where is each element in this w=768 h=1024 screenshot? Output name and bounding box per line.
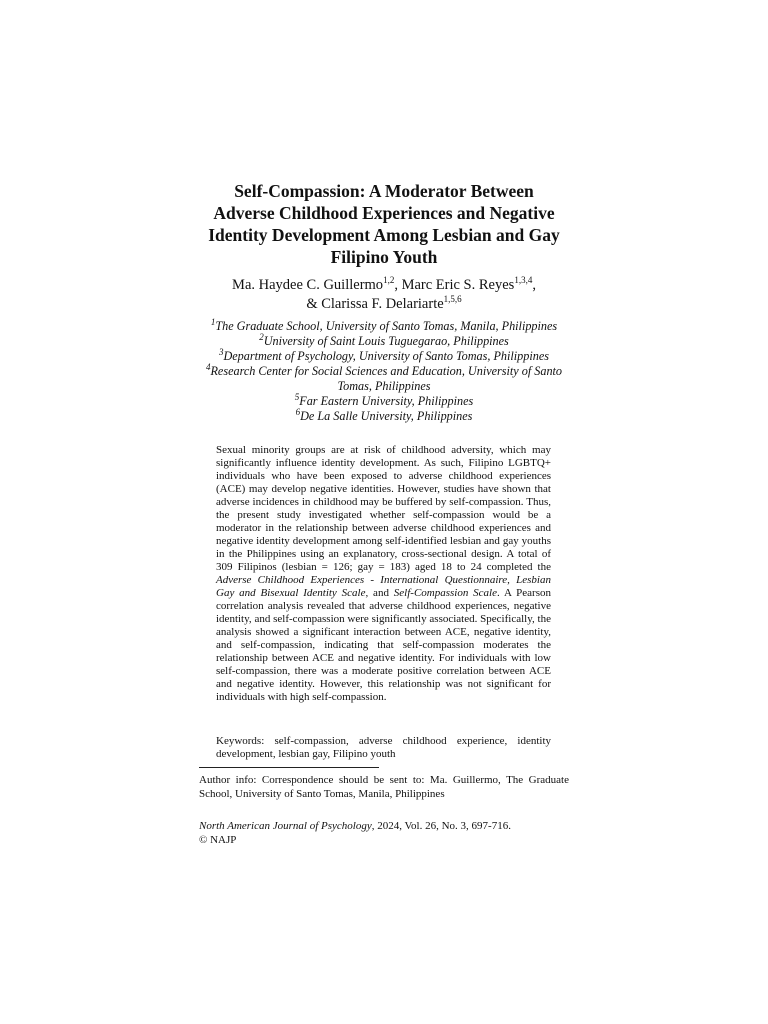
- author-info: Author info: Correspondence should be sent to: Ma. Guillermo, The Graduate School, University of Santo Tomas, Manila, Philippines: [199, 774, 569, 800]
- author-line-2: [199, 295, 569, 314]
- author-name: Marc Eric S. Reyes: [401, 277, 515, 293]
- author-separator: ,: [532, 277, 536, 293]
- affiliation-item: [199, 331, 569, 349]
- affiliation-text: University of Saint Louis Tuguegarao, Philippines: [263, 334, 509, 348]
- affiliation-item: [199, 361, 569, 394]
- abstract-text: Sexual minority groups are at risk of childhood adversity, which may significantly influence identity development. As such, Filipino LGBTQ+ individuals who have been exposed to adverse childhood experiences (ACE) may develop negative identities. However, studies have shown that adverse incidences in childhood may be buffered by self-compassion. Thus, the present study investigated whether self-compassion would be a moderator in the relationship between adverse childhood experiences and negative identity development among self-identified lesbian and gay youths in the Philippines using an explanatory, cross-sectional design. A total of 309 Filipinos (lesbian = 126; gay = 183) aged 18 to 24 completed the: [216, 444, 551, 573]
- affiliation-list: [199, 316, 569, 424]
- affiliation-text: Research Center for Social Sciences and Education, University of Santo Tomas, Philippines: [210, 364, 563, 393]
- journal-line: [199, 819, 569, 833]
- author-list: [199, 276, 569, 314]
- affiliation-item: [199, 346, 569, 364]
- author-name: & Clarissa F. Delariarte: [306, 296, 444, 312]
- abstract-instrument-names: Adverse Childhood Experiences - International Questionnaire, Lesbian Gay and Bisexual Identity Scale,: [216, 574, 551, 599]
- affiliation-item: [199, 316, 569, 334]
- journal-copyright: © NAJP: [199, 834, 237, 846]
- affiliation-marker: 5: [294, 391, 300, 402]
- affiliation-marker: 4: [205, 361, 211, 372]
- affiliation-item: [199, 406, 569, 424]
- author-line-1: [199, 276, 569, 295]
- affiliation-text: Far Eastern University, Philippines: [299, 394, 474, 408]
- paper-page: [199, 180, 569, 847]
- paper-title: Self-Compassion: A Moderator Between Adverse Childhood Experiences and Negative Identity Development Among Lesbian and Gay Filipino Youth: [208, 181, 560, 267]
- author-separator: ,: [394, 277, 402, 293]
- author-name: Ma. Haydee C. Guillermo: [232, 277, 384, 293]
- affiliation-text: Department of Psychology, University of Santo Tomas, Philippines: [223, 349, 550, 363]
- affiliation-marker: 6: [295, 406, 301, 417]
- affiliation-marker: 3: [218, 346, 224, 357]
- affiliation-text: The Graduate School, University of Santo Tomas, Manila, Philippines: [215, 319, 558, 333]
- affiliation-marker: 2: [259, 331, 264, 342]
- abstract-instrument-name: Self-Compassion Scale: [393, 587, 497, 599]
- footnote-divider: [199, 767, 379, 768]
- abstract: [216, 444, 551, 704]
- author-affiliation-marker: 1,2: [383, 275, 395, 286]
- abstract-text: . A Pearson correlation analysis revealed that adverse childhood experiences, negative identity, and self-compassion were significantly associated. Specifically, the analysis showed a significant interaction between ACE, negative identity, and self-compassion, indicating that self-compassion moderates the relationship between ACE and negative identity. For individuals with low self-compassion, there was a moderate positive correlation between ACE and negative identity. However, this relationship was not significant for individuals with high self-compassion.: [216, 587, 551, 703]
- keywords: Keywords: self-compassion, adverse childhood experience, identity development, lesbian gay, Filipino youth: [216, 735, 551, 760]
- affiliation-item: [199, 391, 569, 409]
- affiliation-marker: 1: [210, 316, 216, 327]
- author-affiliation-marker: 1,5,6: [443, 294, 462, 305]
- author-affiliation-marker: 1,3,4: [514, 275, 533, 286]
- affiliation-text: De La Salle University, Philippines: [300, 409, 473, 423]
- journal-details: , 2024, Vol. 26, No. 3, 697-716.: [371, 820, 511, 832]
- abstract-text: and: [368, 587, 394, 599]
- journal-citation: [199, 819, 569, 847]
- journal-name: North American Journal of Psychology: [199, 820, 372, 832]
